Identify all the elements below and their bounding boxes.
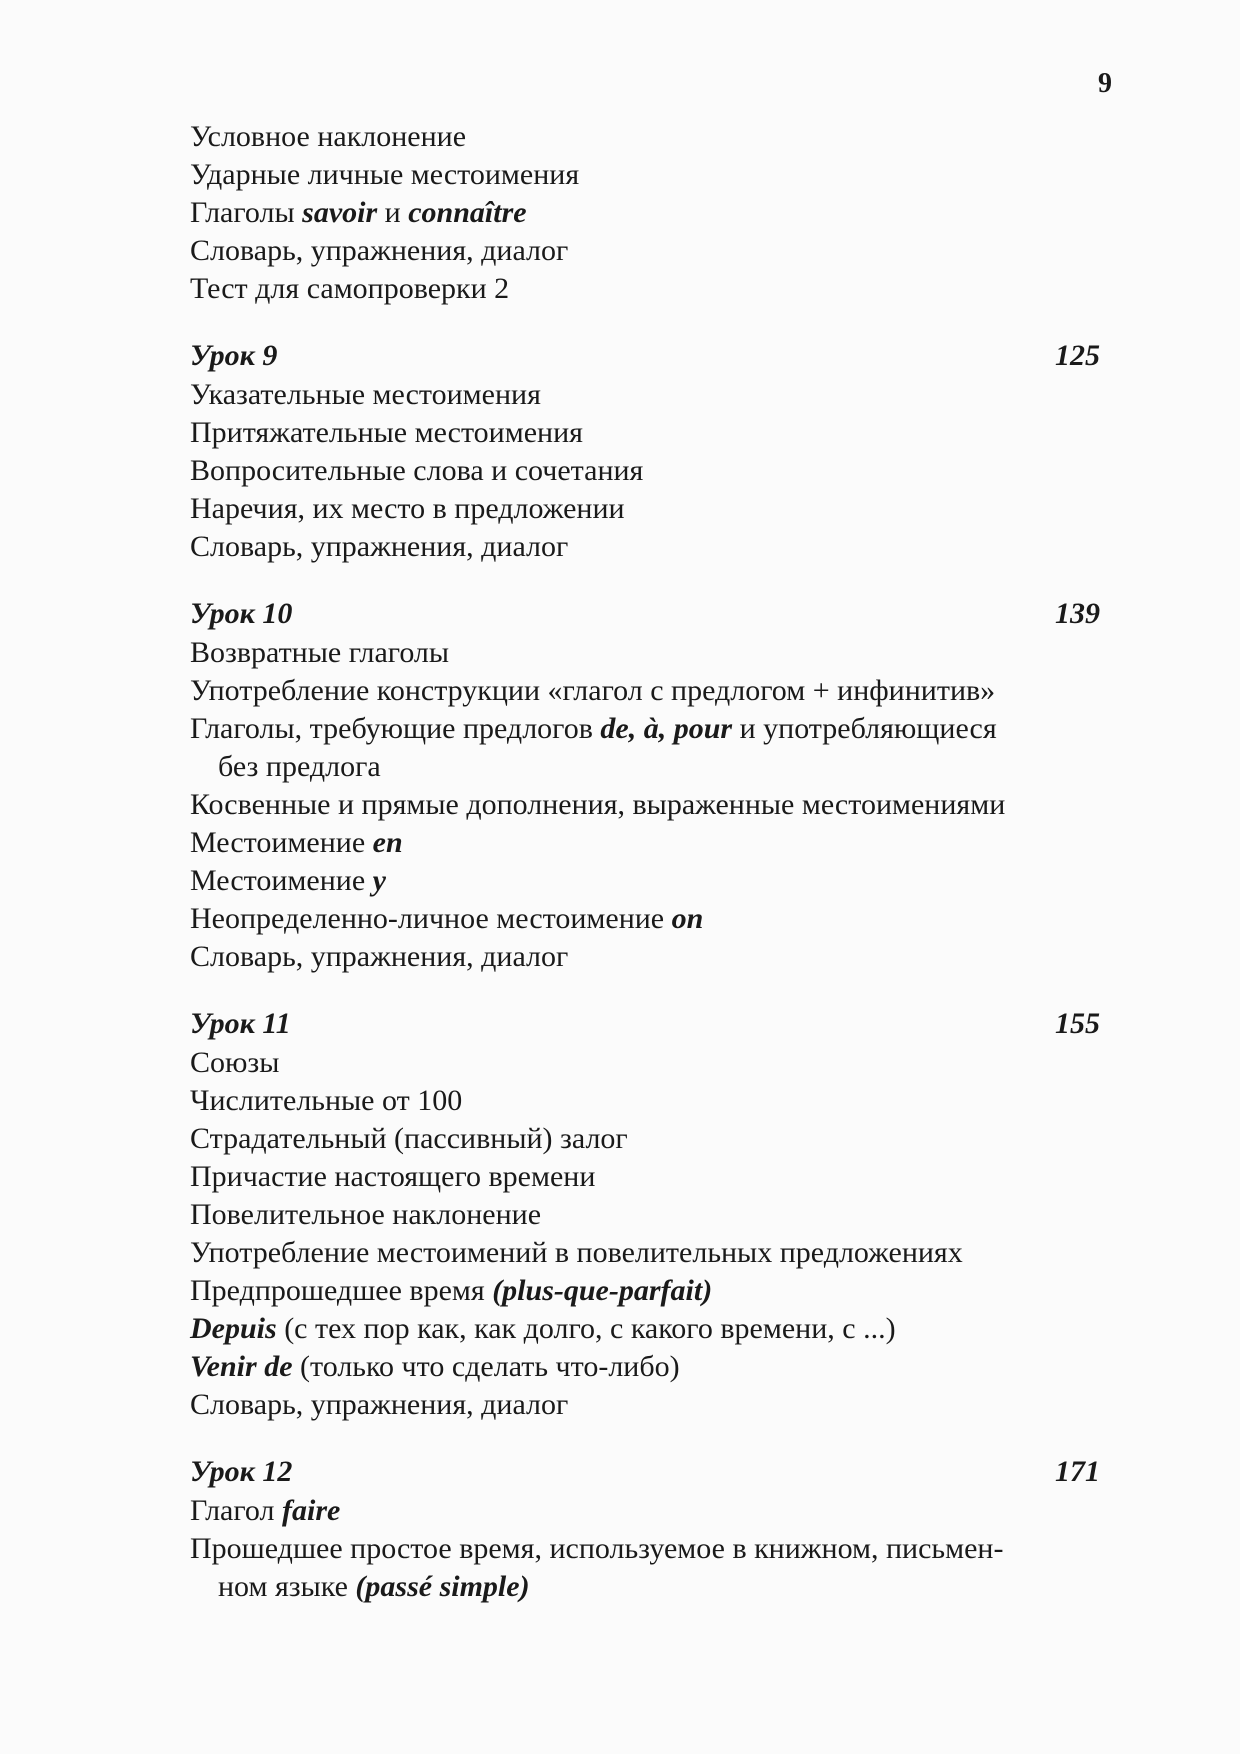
toc-entry (190, 376, 1100, 414)
lesson-heading (190, 594, 1100, 634)
toc-entry (190, 862, 1100, 900)
french-term: Venir de (190, 1350, 293, 1383)
toc-entry (190, 1530, 1100, 1568)
toc-entry (190, 1492, 1100, 1530)
lesson-heading (190, 1004, 1100, 1044)
entry-text: Причастие настоящего времени (190, 1160, 596, 1193)
french-term: de, à, pour (600, 712, 733, 745)
entry-text: Ударные личные местоимения (190, 158, 580, 191)
toc-entry (190, 1348, 1100, 1386)
entry-text: Притяжательные местоимения (190, 416, 583, 449)
lesson-page-number: 125 (1055, 339, 1100, 372)
toc-entry (190, 270, 1100, 308)
entry-text: без предлога (218, 750, 381, 783)
toc-entry (190, 1234, 1100, 1272)
lesson-heading (190, 336, 1100, 376)
toc-entry (190, 1158, 1100, 1196)
entry-text: Вопросительные слова и сочетания (190, 454, 644, 487)
toc-entry (190, 824, 1100, 862)
entry-text: и употребляющиеся (732, 712, 997, 745)
french-term: en (372, 826, 403, 859)
toc-entry (190, 634, 1100, 672)
entry-text: Употребление конструкции «глагол с предлогом + инфинитив» (190, 674, 996, 707)
toc-entry (190, 1196, 1100, 1234)
toc-entry (190, 1044, 1100, 1082)
toc-entry (190, 194, 1100, 232)
lesson-page-number: 171 (1055, 1455, 1100, 1488)
french-term: (plus-que-parfait) (492, 1274, 713, 1307)
toc-entry (190, 786, 1100, 824)
entry-text: Прошедшее простое время, используемое в книжном, письмен- (190, 1532, 1004, 1565)
entry-text: Страдательный (пассивный) залог (190, 1122, 628, 1155)
entry-text: Глагол (190, 1494, 283, 1527)
french-term: on (671, 902, 704, 935)
entry-text: Местоимение (190, 864, 373, 897)
entry-text: Местоимение (190, 826, 373, 859)
toc-entry (190, 1386, 1100, 1424)
toc-entry (190, 1120, 1100, 1158)
lesson-title: Урок 11 (190, 1007, 291, 1040)
entry-text: (с тех пор как, как долго, с какого времени, с ...) (276, 1312, 896, 1345)
entry-text: Словарь, упражнения, диалог (190, 1388, 569, 1421)
toc-entry (190, 452, 1100, 490)
toc-entry (190, 900, 1100, 938)
entry-text: Союзы (190, 1046, 280, 1079)
entry-text: Употребление местоимений в повелительных предложениях (190, 1236, 963, 1269)
french-term: (passé simple) (355, 1570, 530, 1603)
lesson-section (190, 1452, 1100, 1606)
french-term: Depuis (190, 1312, 277, 1345)
entry-text: Числительные от 100 (190, 1084, 463, 1117)
table-of-contents (190, 118, 1100, 1606)
entry-text: Глаголы, требующие предлогов (190, 712, 601, 745)
lesson-page-number: 155 (1055, 1007, 1100, 1040)
entry-text: Наречия, их место в предложении (190, 492, 625, 525)
toc-entry (190, 414, 1100, 452)
toc-entry (190, 1082, 1100, 1120)
entry-text: Словарь, упражнения, диалог (190, 234, 569, 267)
toc-entry (190, 118, 1100, 156)
toc-entry (190, 232, 1100, 270)
entry-text: Условное наклонение (190, 120, 467, 153)
lesson-title: Урок 12 (190, 1455, 293, 1488)
lesson-heading (190, 1452, 1100, 1492)
entry-text: Словарь, упражнения, диалог (190, 530, 569, 563)
toc-entry (190, 490, 1100, 528)
toc-entry (190, 528, 1100, 566)
entry-text: Косвенные и прямые дополнения, выраженные местоимениями (190, 788, 1006, 821)
toc-entry-continuation (190, 748, 1100, 786)
entry-text: Указательные местоимения (190, 378, 541, 411)
entry-text: и (377, 196, 409, 229)
entry-text: Глаголы (190, 196, 303, 229)
entry-text: ном языке (218, 1570, 356, 1603)
entry-text: Возвратные глаголы (190, 636, 450, 669)
toc-entry (190, 156, 1100, 194)
french-term: faire (282, 1494, 341, 1527)
toc-entry (190, 710, 1100, 748)
toc-entry-continuation (190, 1568, 1100, 1606)
entry-text: Предпрошедшее время (190, 1274, 493, 1307)
entry-text: Тест для самопроверки 2 (190, 272, 510, 305)
lesson-section (190, 336, 1100, 566)
entry-text: (только что сделать что-либо) (292, 1350, 680, 1383)
lesson-title: Урок 10 (190, 597, 293, 630)
lesson-page-number: 139 (1055, 597, 1100, 630)
toc-entry (190, 672, 1100, 710)
toc-entry (190, 1310, 1100, 1348)
entry-text: Повелительное наклонение (190, 1198, 542, 1231)
page-number: 9 (1098, 68, 1112, 99)
french-term: y (372, 864, 386, 897)
lesson-title: Урок 9 (190, 339, 278, 372)
toc-entry (190, 1272, 1100, 1310)
french-term: savoir (302, 196, 378, 229)
entry-text: Неопределенно-личное местоимение (190, 902, 672, 935)
french-term: connaître (408, 196, 527, 229)
toc-entry (190, 938, 1100, 976)
entry-text: Словарь, упражнения, диалог (190, 940, 569, 973)
lesson-section (190, 1004, 1100, 1424)
lesson-section (190, 594, 1100, 976)
